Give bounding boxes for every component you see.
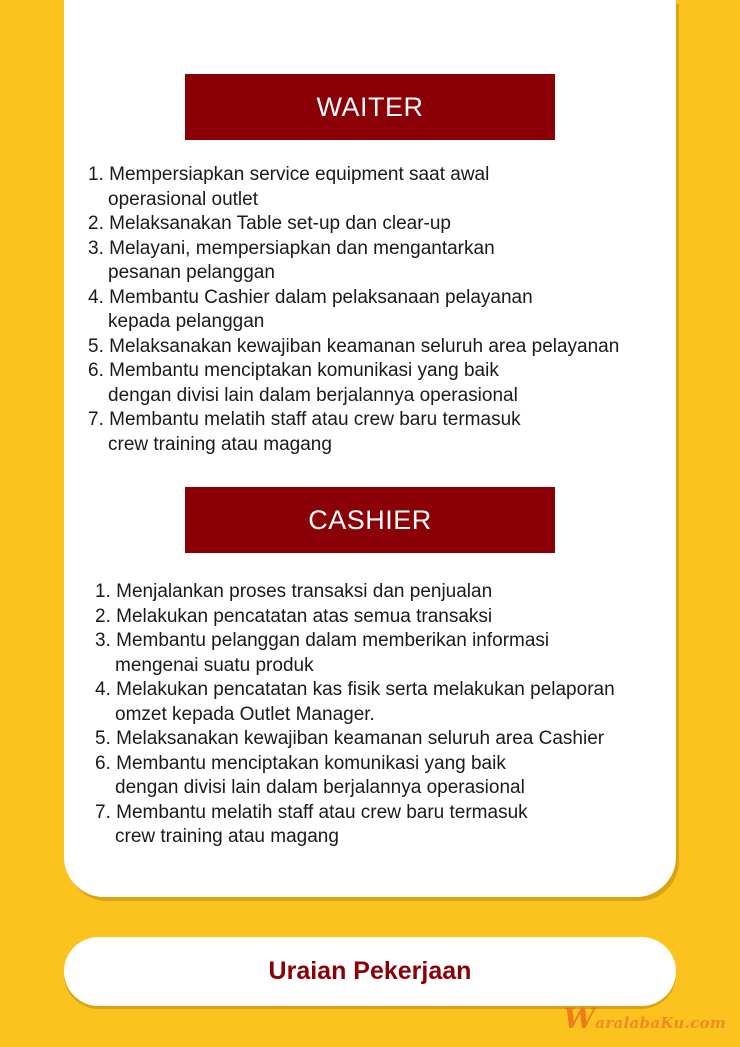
task-text: Membantu menciptakan komunikasi yang baik: [116, 752, 506, 774]
cashier-task-item: [95, 678, 615, 727]
task-number: 4.: [88, 286, 104, 308]
waiter-task-list: [88, 163, 619, 457]
task-text: Melakukan pencatatan kas fisik serta melakukan pelaporan: [116, 679, 615, 700]
footer-banner: [64, 937, 676, 1006]
task-number: 3.: [95, 630, 111, 651]
task-text: Melakukan pencatatan atas semua transaksi: [116, 605, 493, 627]
waiter-task-item: [88, 237, 619, 286]
waiter-section-header: [185, 74, 555, 140]
task-number: 3.: [88, 237, 104, 259]
task-text: Melayani, mempersiapkan dan mengantarkan: [109, 237, 495, 259]
watermark-logo: [564, 1002, 726, 1035]
task-text-continued: crew training atau magang: [108, 433, 332, 455]
waiter-task-item: [88, 335, 619, 360]
task-number: 6.: [95, 752, 111, 774]
task-number: 5.: [95, 728, 111, 749]
task-text-continued: operasional outlet: [108, 188, 258, 210]
task-number: 4.: [95, 679, 111, 700]
task-number: 7.: [88, 409, 104, 430]
cashier-task-list: [95, 580, 615, 850]
task-text: Membantu melatih staff atau crew baru termasuk: [116, 801, 528, 823]
task-text-continued: dengan divisi lain dalam berjalannya operasional: [108, 384, 518, 406]
task-number: 5.: [88, 335, 104, 357]
cashier-section-header: [185, 487, 555, 553]
cashier-section-title: CASHIER: [308, 504, 432, 535]
task-text: Mempersiapkan service equipment saat awal: [109, 164, 490, 185]
task-number: 2.: [95, 605, 111, 627]
cashier-task-item: [95, 727, 615, 752]
task-text-continued: pesanan pelanggan: [108, 262, 275, 283]
watermark-initial: W: [563, 1002, 596, 1035]
waiter-task-item: [88, 408, 619, 457]
waiter-task-item: [88, 359, 619, 408]
task-text-continued: mengenai suatu produk: [115, 654, 314, 676]
task-text-continued: kepada pelanggan: [108, 311, 265, 332]
task-text: Membantu Cashier dalam pelaksanaan pelayanan: [109, 286, 533, 308]
footer-title: Uraian Pekerjaan: [268, 957, 472, 985]
watermark-text: aralabaKu.com: [595, 1014, 726, 1032]
task-number: 6.: [88, 360, 104, 381]
task-text: Membantu melatih staff atau crew baru termasuk: [109, 409, 521, 430]
task-text-continued: omzet kepada Outlet Manager.: [115, 703, 375, 725]
cashier-task-item: [95, 629, 615, 678]
cashier-task-item: [95, 580, 615, 605]
task-number: 2.: [88, 213, 104, 234]
waiter-task-item: [88, 286, 619, 335]
task-text: Menjalankan proses transaksi dan penjualan: [116, 581, 493, 602]
task-number: 1.: [95, 581, 111, 602]
cashier-task-item: [95, 752, 615, 801]
waiter-task-item: [88, 212, 619, 237]
task-text-continued: dengan divisi lain dalam berjalannya operasional: [115, 777, 525, 798]
task-text: Melaksanakan kewajiban keamanan seluruh area pelayanan: [109, 335, 620, 357]
waiter-section-title: WAITER: [316, 91, 424, 122]
task-text: Membantu pelanggan dalam memberikan informasi: [116, 630, 550, 651]
task-text: Melaksanakan Table set-up dan clear-up: [109, 213, 452, 234]
task-text: Membantu menciptakan komunikasi yang baik: [109, 360, 499, 381]
task-number: 1.: [88, 164, 104, 185]
task-text-continued: crew training atau magang: [115, 826, 339, 847]
waiter-task-item: [88, 163, 619, 212]
task-text: Melaksanakan kewajiban keamanan seluruh area Cashier: [116, 728, 605, 749]
cashier-task-item: [95, 801, 615, 850]
task-number: 7.: [95, 801, 111, 823]
cashier-task-item: [95, 605, 615, 630]
